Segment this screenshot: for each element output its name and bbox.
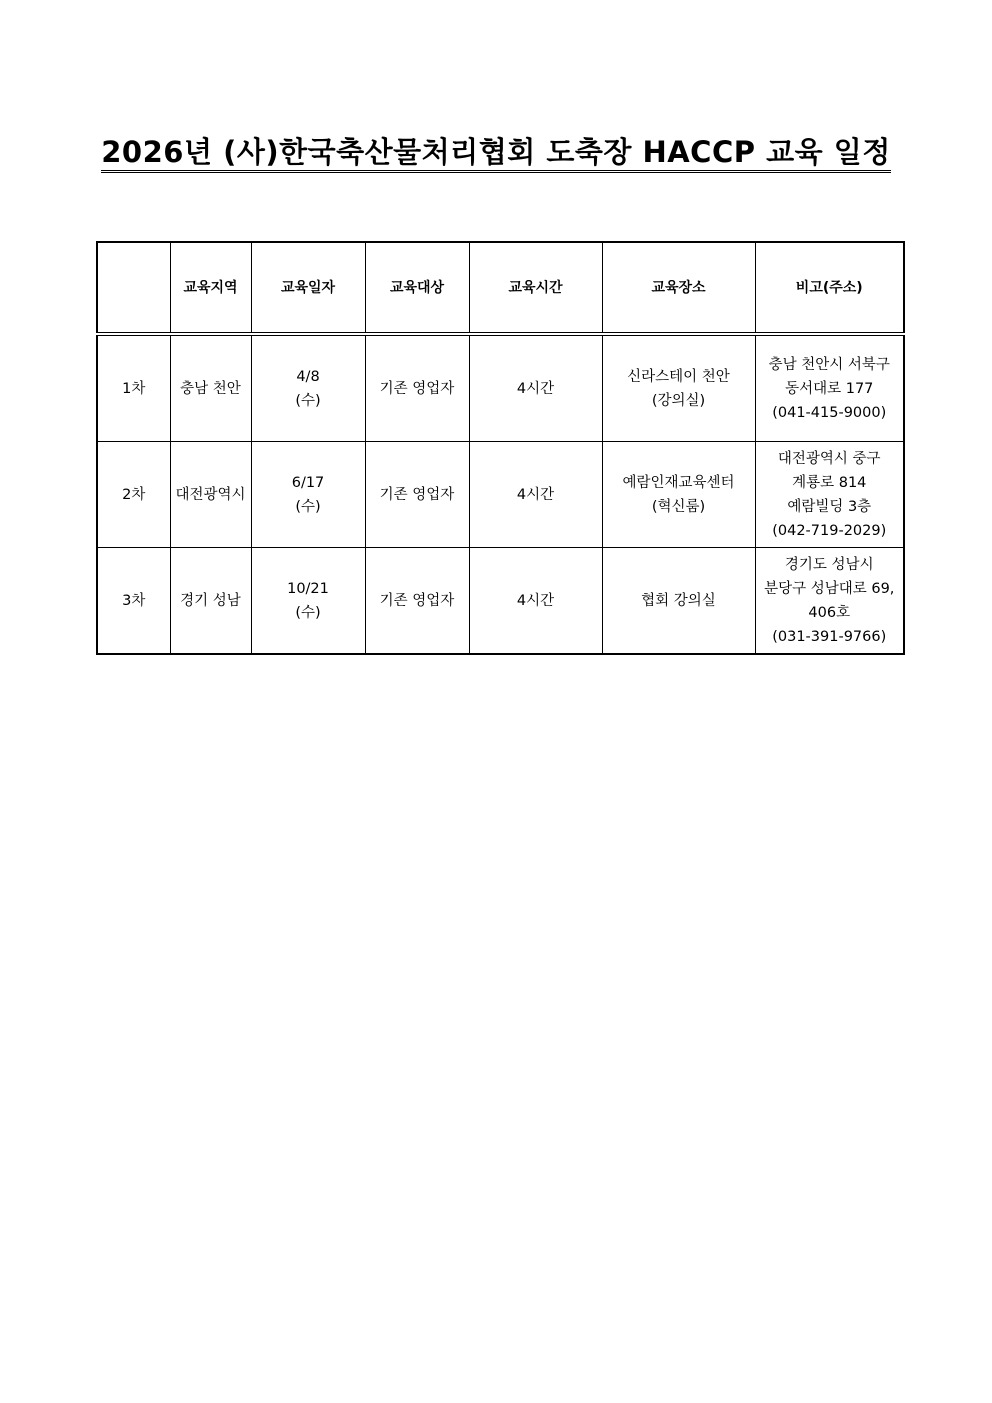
header-cell-round <box>97 242 170 334</box>
address-line: 406호 <box>808 604 851 621</box>
venue-line: 협회 강의실 <box>641 592 716 609</box>
address-phone: (041-415-9000) <box>772 404 887 421</box>
address-line: 예람빌딩 3층 <box>787 498 872 515</box>
address-line: 분당구 성남대로 69, <box>764 580 895 597</box>
date-cell <box>251 334 365 442</box>
address-cell <box>755 548 904 655</box>
target-cell: 기존 영업자 <box>365 334 469 442</box>
address-phone: (031-391-9766) <box>772 628 887 645</box>
venue-cell <box>602 334 755 442</box>
venue-line: (혁신룸) <box>651 498 706 515</box>
venue-cell <box>602 548 755 655</box>
date-cell <box>251 548 365 655</box>
venue-cell <box>602 442 755 548</box>
header-cell-date: 교육일자 <box>251 242 365 334</box>
address-line: 충남 천안시 서북구 <box>768 356 890 373</box>
region-cell: 경기 성남 <box>170 548 251 655</box>
hours-cell: 4시간 <box>469 334 602 442</box>
header-row <box>97 242 904 334</box>
table-row <box>97 334 904 442</box>
address-line: 계룡로 814 <box>792 474 867 491</box>
day-text: (수) <box>295 604 321 621</box>
venue-line: 신라스테이 천안 <box>627 368 730 385</box>
region-cell: 충남 천안 <box>170 334 251 442</box>
header-cell-hours: 교육시간 <box>469 242 602 334</box>
schedule-table <box>96 241 905 655</box>
round-cell: 1차 <box>97 334 170 442</box>
address-phone: (042-719-2029) <box>772 522 887 539</box>
address-cell <box>755 442 904 548</box>
hours-cell: 4시간 <box>469 548 602 655</box>
page-title-text: 2026년 (사)한국축산물처리협회 도축장 HACCP 교육 일정 <box>101 135 891 173</box>
region-cell: 대전광역시 <box>170 442 251 548</box>
hours-cell: 4시간 <box>469 442 602 548</box>
date-text: 4/8 <box>296 368 320 385</box>
table-row <box>97 548 904 655</box>
date-text: 6/17 <box>291 474 325 491</box>
date-text: 10/21 <box>287 580 329 597</box>
day-text: (수) <box>295 392 321 409</box>
venue-line: (강의실) <box>651 392 706 409</box>
day-text: (수) <box>295 498 321 515</box>
address-cell <box>755 334 904 442</box>
round-cell: 3차 <box>97 548 170 655</box>
target-cell: 기존 영업자 <box>365 442 469 548</box>
round-cell: 2차 <box>97 442 170 548</box>
page-title <box>0 132 992 172</box>
table-row <box>97 442 904 548</box>
address-line: 동서대로 177 <box>785 380 874 397</box>
header-cell-region: 교육지역 <box>170 242 251 334</box>
date-cell <box>251 442 365 548</box>
header-cell-venue: 교육장소 <box>602 242 755 334</box>
target-cell: 기존 영업자 <box>365 548 469 655</box>
address-line: 대전광역시 중구 <box>777 450 881 467</box>
venue-line: 예람인재교육센터 <box>622 474 735 491</box>
header-cell-target: 교육대상 <box>365 242 469 334</box>
address-line: 경기도 성남시 <box>784 556 874 573</box>
header-cell-address: 비고(주소) <box>755 242 904 334</box>
